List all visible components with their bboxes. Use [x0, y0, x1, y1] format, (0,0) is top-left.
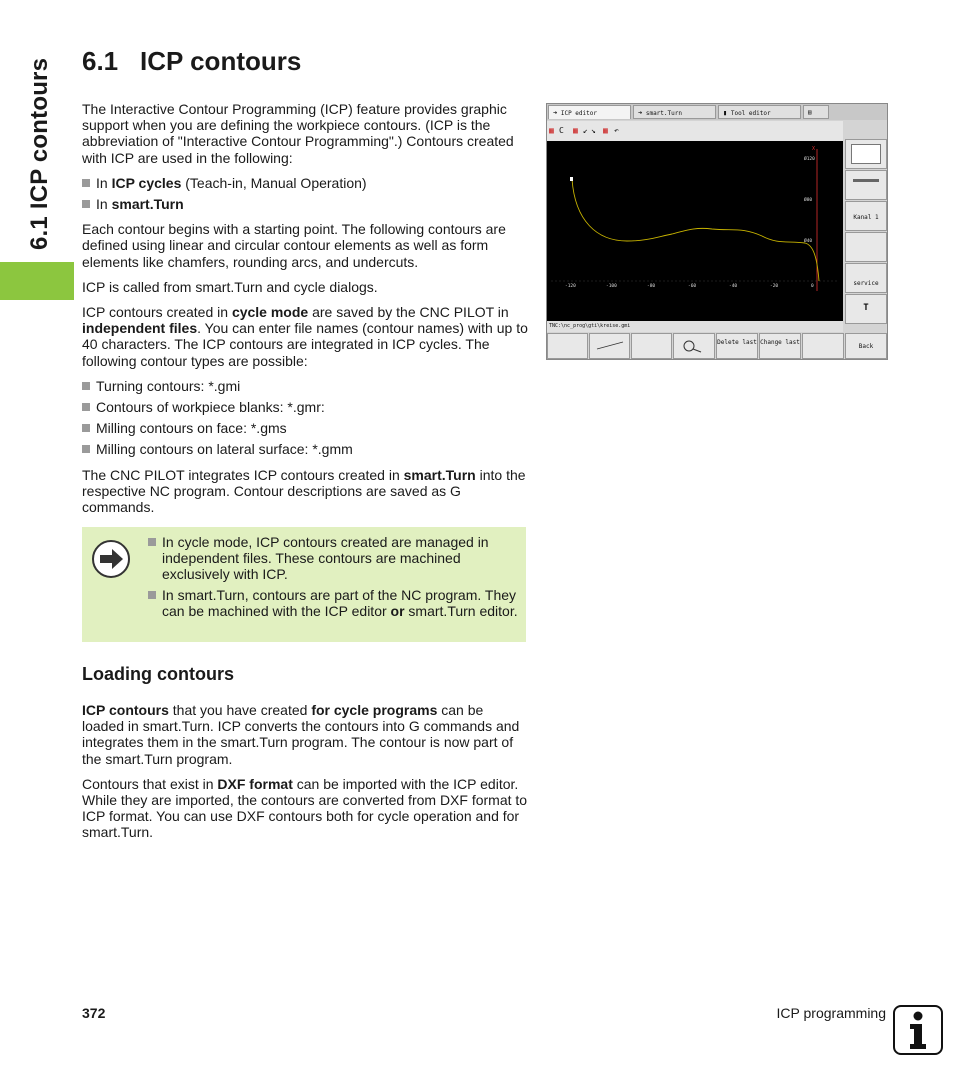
body-column-2 — [82, 702, 528, 850]
tab-icp-editor[interactable]: ➜ ICP editor — [548, 105, 631, 119]
softkey-back[interactable]: Back — [845, 333, 887, 359]
contour-toolbar — [547, 121, 843, 141]
softkey-change-last[interactable]: Change last — [759, 333, 801, 359]
footer-chapter: ICP programming — [776, 1005, 886, 1021]
list-item: Contours of workpiece blanks: *.gmr: — [82, 399, 528, 415]
softkey-line[interactable] — [589, 333, 630, 359]
line-icon[interactable]: ↘ — [591, 126, 596, 135]
section-number: 6.1 — [82, 46, 119, 76]
softkey-delete-last[interactable]: Delete last — [716, 333, 758, 359]
line-icon[interactable]: ↙ — [583, 126, 588, 135]
page-number: 372 — [82, 1005, 106, 1021]
body-column — [82, 101, 528, 524]
paragraph: ICP is called from smart.Turn and cycle dialogs. — [82, 278, 378, 295]
list-item: In ICP cycles (Teach-in, Manual Operation) — [82, 175, 528, 191]
paragraph: ICP contours created in cycle mode are saved by the CNC PILOT in independent files. You can enter file names (contour names) with up to 40 characters. The ICP contours are integrated in ICP cycles. The following contour types are possible: — [82, 304, 528, 369]
list-item: Turning contours: *.gmi — [82, 378, 528, 394]
file-path-bar: TNC:\nc_prog\gti\kreise.gmi — [547, 321, 843, 332]
softkey-tool-icon[interactable] — [845, 170, 887, 200]
x-tick-label: -20 — [770, 284, 779, 289]
x-tick-label: 0 — [811, 284, 814, 289]
axis-label: X — [812, 146, 816, 152]
side-tab-label: 6.1 ICP contours — [26, 57, 53, 250]
x-tick-label: -120 — [565, 284, 576, 289]
x-tick-label: -60 — [688, 284, 697, 289]
c-icon[interactable]: C — [559, 126, 564, 135]
undo-icon[interactable]: ↶ — [614, 126, 619, 135]
contour-path — [572, 179, 819, 281]
softkey-empty[interactable] — [631, 333, 672, 359]
grid-icon[interactable]: ▦ — [603, 126, 608, 135]
save-icon[interactable]: ▤ — [803, 105, 829, 119]
list-item: Milling contours on lateral surface: *.gmm — [82, 441, 528, 457]
y-tick-label: Ø80 — [804, 198, 813, 203]
softkey-service[interactable]: service — [845, 263, 887, 293]
softkey-zoom-icon[interactable] — [673, 333, 715, 359]
x-tick-label: -100 — [606, 284, 617, 289]
paragraph: The CNC PILOT integrates ICP contours created in smart.Turn into the respective NC program. Contour descriptions are saved as G commands. — [82, 466, 526, 516]
y-tick-label: Ø40 — [804, 239, 813, 244]
screen-tab-bar — [547, 104, 887, 120]
side-tab-accent — [0, 262, 74, 300]
contour-graphic — [547, 141, 843, 321]
tab-smart-turn[interactable]: ➜ smart.Turn — [633, 105, 716, 119]
intro-paragraph: The Interactive Contour Programming (ICP) feature provides graphic support when you are defining the workpiece contours. (ICP is the abbreviation of "Interactive Contour Programming".) Contours created with ICP are used in the following: — [82, 101, 514, 166]
note-item: In cycle mode, ICP contours created are managed in independent files. These contours are machined exclusively with ICP. — [148, 534, 520, 583]
paragraph: ICP contours that you have created for cycle programs can be loaded in smart.Turn. ICP converts the contours into G commands and integrates them in the smart.Turn program. The contour is now part of the smart.Turn program. — [82, 702, 520, 767]
softkey-empty[interactable] — [802, 333, 844, 359]
section-title: ICP contours — [140, 46, 302, 76]
tab-tool-editor[interactable]: ▮ Tool editor — [718, 105, 801, 119]
softkey-empty[interactable] — [547, 333, 588, 359]
x-tick-label: -80 — [647, 284, 656, 289]
softkey-contour-icon[interactable] — [845, 139, 887, 169]
softkey-empty[interactable] — [845, 232, 887, 262]
note-box — [82, 527, 526, 642]
y-tick-label: Ø120 — [804, 157, 815, 162]
arrow-right-icon — [92, 540, 130, 578]
note-item: In smart.Turn, contours are part of the NC program. They can be machined with the ICP editor or smart.Turn editor. — [148, 587, 520, 619]
page-title — [82, 46, 301, 77]
start-point-marker — [570, 177, 573, 181]
softkey-tool-table[interactable]: T — [845, 294, 887, 324]
chapter-side-tab — [0, 0, 74, 300]
paragraph: Contours that exist in DXF format can be imported with the ICP editor. While they are imported, the contours are converted from DXF format to ICP format. You can use DXF contours both for cycle operation and for smart.Turn. — [82, 775, 528, 841]
list-item: In smart.Turn — [82, 196, 528, 212]
icp-editor-screenshot — [546, 103, 888, 360]
paragraph: Each contour begins with a starting point. The following contours are defined using linear and circular contour elements as well as form elements like chamfers, rounding arcs, and undercuts. — [82, 221, 506, 270]
info-icon — [893, 1005, 943, 1055]
subsection-heading: Loading contours — [82, 664, 234, 684]
grid-icon[interactable]: ▦ — [549, 126, 554, 135]
bottom-softkey-bar — [547, 333, 887, 359]
x-tick-label: -40 — [729, 284, 738, 289]
softkey-channel[interactable]: Kanal 1 — [845, 201, 887, 231]
list-item: Milling contours on face: *.gms — [82, 420, 528, 436]
grid-icon[interactable]: ▦ — [573, 126, 578, 135]
